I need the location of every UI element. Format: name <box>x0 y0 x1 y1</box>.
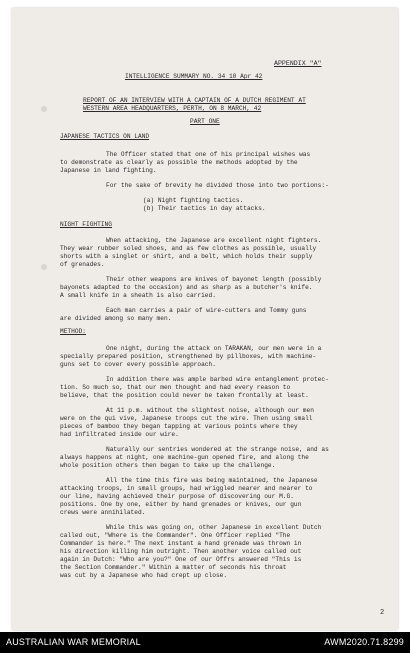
footer-accession-number: AWM2020.71.8299 <box>324 637 404 647</box>
paragraph-line: pieces of bamboo they began tapping at various points where they <box>60 423 298 430</box>
paragraph-line: had infiltrated inside our wire. <box>60 431 179 438</box>
paragraph-line: called out, "Where is the Commander". One Officer replied "The <box>60 532 291 539</box>
document-page <box>12 8 398 630</box>
paragraph-line: shorts with a singlet or shirt, and a belt, which holds their supply <box>60 253 313 260</box>
appendix-label: APPENDIX "A" <box>274 60 322 67</box>
list-item: (b) Their tactics in day attacks. <box>143 205 266 212</box>
page-mark: 2 <box>380 609 385 617</box>
paragraph-line: believe, that the position could never be taken frontally at least. <box>60 392 309 399</box>
paragraph-line: are divided among so many men. <box>60 315 172 322</box>
paragraph-line: his direction killing him outright. Then another voice called out <box>60 548 302 555</box>
footer-institution: AUSTRALIAN WAR MEMORIAL <box>6 637 141 647</box>
paragraph-line: The Officer stated that one of his principal wishes was <box>106 151 311 158</box>
part-heading: PART ONE <box>190 118 220 125</box>
paragraph-line: Each man carries a pair of wire-cutters and Tommy guns <box>106 307 307 314</box>
paragraph-line: In addition there was ample barbed wire entanglement protec- <box>106 376 329 383</box>
paragraph-line: Their other weapons are knives of bayonet length (possibly <box>106 276 322 283</box>
footer-bar <box>0 632 410 653</box>
paragraph-line: again in Dutch: "Who are you?" One of our Offrs answered "This is <box>60 556 302 563</box>
paragraph-line: to demonstrate as clearly as possible the methods adopted by the <box>60 159 298 166</box>
paragraph-line: Naturally our sentries wondered at the strange noise, and as <box>106 446 329 453</box>
list-item: (a) Night fighting tactics. <box>143 197 244 204</box>
paragraph-line: crews were annihilated. <box>60 509 146 516</box>
paragraph-line: They wear rubber soled shoes, and as few clothes as possible, usually <box>60 245 317 252</box>
paragraph-line: One night, during the attack on TARAKAN, our men were in a <box>106 345 322 352</box>
paragraph-line: was cut by a Japanese who had crept up close. <box>60 572 228 579</box>
paragraph-line: All the time this fire was being maintained, the Japanese <box>106 477 318 484</box>
summary-number: INTELLIGENCE SUMMARY NO. 34 10 Apr 42 <box>125 73 263 80</box>
section-heading-method: METHOD: <box>60 328 86 335</box>
paragraph-line: were on the qui vive, Japanese troops cut the wire. Then using small <box>60 415 313 422</box>
paragraph-line: of grenades. <box>60 261 105 268</box>
paragraph-line: specially prepared position, strengthened by pillboxes, with machine- <box>60 353 317 360</box>
paragraph-line: always happens at night, one machine-gun opened fire, and along the <box>60 454 309 461</box>
section-heading-tactics: JAPANESE TACTICS ON LAND <box>60 133 150 140</box>
paragraph-line: bayonets adapted to the occasion) and as sharp as a butcher's knife. <box>60 284 313 291</box>
paragraph-line: tion. So much so, that our men thought and had every reason to <box>60 384 291 391</box>
paragraph-line: A small knife in a sheath is also carried. <box>60 292 216 299</box>
punch-hole-mark <box>41 106 47 112</box>
paragraph-line: guns set to cover every possible approach. <box>60 361 216 368</box>
paragraph-line: the Section Commander." Within a matter of seconds his throat <box>60 564 287 571</box>
paragraph-line: Commander is here." The next instant a hand grenade was thrown in <box>60 540 302 547</box>
paragraph-line: For the sake of brevity he divided those into two portions:- <box>106 182 329 189</box>
paragraph-line: our line, having achieved their purpose of discovering our M.G. <box>60 493 294 500</box>
paragraph-line: When attacking, the Japanese are excellent night fighters. <box>106 237 322 244</box>
paragraph-line: While this was going on, other Japanese in excellent Dutch <box>106 524 322 531</box>
paragraph-line: positions. One by one, either by hand grenades or knives, our gun <box>60 501 302 508</box>
section-heading-night-fighting: NIGHT FIGHTING <box>60 221 112 228</box>
punch-hole-mark <box>41 264 47 270</box>
paragraph-line: At 11 p.m. without the slightest noise, although our men <box>106 407 314 414</box>
paragraph-line: whole position others then began to take up the challenge. <box>60 462 276 469</box>
report-title-line-1: REPORT OF AN INTERVIEW WITH A CAPTAIN OF A DUTCH REGIMENT AT <box>83 97 306 104</box>
paragraph-line: Japanese in land fighting. <box>60 167 157 174</box>
report-title-line-2: WESTERN AREA HEADQUARTERS, PERTH, ON 8 MARCH, 42 <box>83 105 262 112</box>
paragraph-line: attacking troops, in small groups, had wriggled nearer and nearer to <box>60 485 313 492</box>
